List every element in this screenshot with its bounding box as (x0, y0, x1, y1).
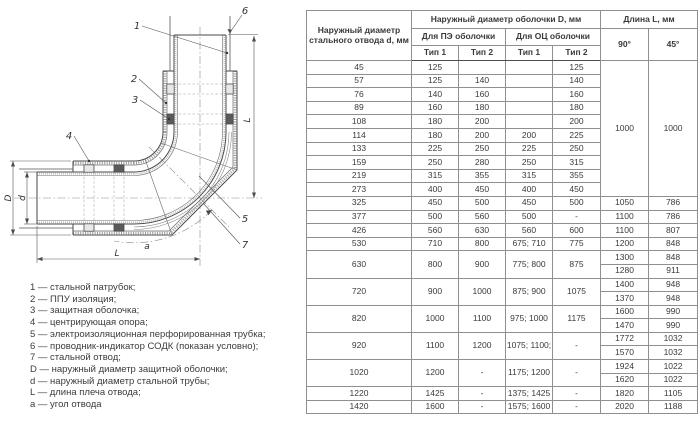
table-cell: 775 (553, 237, 601, 251)
table-cell: 159 (307, 156, 412, 170)
table-cell: 200 (553, 115, 601, 129)
callout-7: 7 (241, 240, 249, 251)
table-cell: 57 (307, 74, 412, 88)
table-row (307, 278, 698, 292)
callout-dots (88, 52, 228, 162)
legend (30, 282, 315, 411)
elbow-drawing-svg (0, 0, 306, 274)
table-cell: 180 (412, 115, 459, 129)
table-cell: 875; 900 (506, 278, 553, 305)
header-pe-casing: Для ПЭ оболочки (412, 29, 506, 46)
table-cell: 1200 (412, 360, 459, 387)
table-cell: 775; 800 (506, 251, 553, 278)
table-row (307, 237, 698, 251)
table-cell: 280 (459, 156, 506, 170)
header-pe-type2: Тип 2 (459, 46, 506, 61)
table-cell: 920 (307, 332, 412, 359)
table-cell: 975; 1000 (506, 305, 553, 332)
table-cell: 1600 (601, 305, 649, 319)
table-cell: 560 (412, 224, 459, 238)
table-cell: 1820 (601, 387, 649, 401)
table-cell: 1575; 1600 (506, 400, 553, 414)
table-cell: 315 (553, 156, 601, 170)
header-length-group: Длина L, мм (601, 11, 698, 29)
table-cell (506, 74, 553, 88)
table-row (307, 387, 698, 401)
table-cell: 500 (506, 210, 553, 224)
table-cell: 450 (412, 196, 459, 210)
table-cell: 400 (506, 183, 553, 197)
table-cell: 200 (459, 128, 506, 142)
table-cell: 530 (307, 237, 412, 251)
table-cell: 1600 (412, 400, 459, 414)
table-cell: 1050 (601, 196, 649, 210)
table-cell: 848 (649, 251, 698, 265)
table-cell: 400 (412, 183, 459, 197)
table-row (307, 332, 698, 346)
header-90deg: 90° (601, 29, 649, 61)
table-cell: 250 (553, 142, 601, 156)
table-cell: 500 (412, 210, 459, 224)
table-cell: 426 (307, 224, 412, 238)
table-cell: 900 (412, 278, 459, 305)
table-cell: 720 (307, 278, 412, 305)
table-cell: 800 (459, 237, 506, 251)
table-cell (506, 88, 553, 102)
elbow-drawing (0, 0, 306, 274)
table-cell: 820 (307, 305, 412, 332)
table-cell: 786 (649, 210, 698, 224)
table-cell: 1924 (601, 360, 649, 374)
table-cell: 675; 710 (506, 237, 553, 251)
table-cell: 848 (649, 237, 698, 251)
table-row (307, 196, 698, 210)
table-cell: 225 (412, 142, 459, 156)
table-cell: 2020 (601, 400, 649, 414)
table-cell: 125 (412, 61, 459, 75)
table-cell: 1022 (649, 373, 698, 387)
header-oc-type2: Тип 2 (553, 46, 601, 61)
table-cell: - (553, 400, 601, 414)
table-row (307, 210, 698, 224)
table-cell: 1200 (459, 332, 506, 359)
table-cell: 1000 (649, 61, 698, 197)
spec-table-wrap (306, 10, 697, 412)
table-cell: - (553, 332, 601, 359)
table-cell: 1375; 1425 (506, 387, 553, 401)
legend-item: d — наружный диаметр стальной трубы; (30, 375, 210, 387)
table-cell: 450 (459, 183, 506, 197)
table-cell: 180 (412, 128, 459, 142)
table-cell: - (459, 400, 506, 414)
callout-3: 3 (131, 95, 139, 106)
header-oc-casing: Для ОЦ оболочки (506, 29, 601, 46)
header-oc-type1: Тип 1 (506, 46, 553, 61)
table-cell: 1075; 1100; (506, 332, 553, 359)
table-row (307, 305, 698, 319)
callout-5: 5 (241, 214, 249, 225)
table-cell: 1022 (649, 360, 698, 374)
table-cell: 315 (506, 169, 553, 183)
table-cell: 1000 (459, 278, 506, 305)
table-cell: 200 (506, 128, 553, 142)
table-cell: 1020 (307, 360, 412, 387)
table-cell: 160 (459, 88, 506, 102)
table-cell: 180 (459, 101, 506, 115)
table-cell: - (459, 387, 506, 401)
table-cell: 108 (307, 115, 412, 129)
table-cell: 710 (412, 237, 459, 251)
table-cell: 948 (649, 278, 698, 292)
legend-item: 5 — электроизоляционная перфорированная трубка; (30, 328, 266, 340)
table-cell: 450 (553, 183, 601, 197)
dim-label-L-right: L (243, 117, 253, 123)
table-cell: 133 (307, 142, 412, 156)
table-cell: 948 (649, 292, 698, 306)
legend-item: 3 — защитная оболочка; (30, 305, 140, 317)
table-row (307, 61, 698, 75)
table-cell: 1300 (601, 251, 649, 265)
table-cell: - (459, 360, 506, 387)
table-cell: 1000 (601, 61, 649, 197)
table-row (307, 251, 698, 265)
table-cell: 200 (459, 115, 506, 129)
dim-label-angle: a (144, 242, 150, 252)
table-cell: 355 (459, 169, 506, 183)
dim-label-d: d (18, 195, 28, 201)
table-cell (506, 101, 553, 115)
table-cell: 500 (553, 196, 601, 210)
table-cell: 1175 (553, 305, 601, 332)
table-cell: 1470 (601, 319, 649, 333)
dimension-arrows (11, 29, 256, 261)
table-cell: 1175; 1200 (506, 360, 553, 387)
table-cell: 315 (412, 169, 459, 183)
legend-item: 1 — стальной патрубок; (30, 282, 136, 293)
table-cell: 180 (553, 101, 601, 115)
legend-item: 6 — проводник-индикатор СОДК (показан условно); (30, 340, 259, 352)
table-cell (506, 61, 553, 75)
table-cell: 1280 (601, 264, 649, 278)
table-cell: 875 (553, 251, 601, 278)
table-cell: 140 (553, 74, 601, 88)
table-cell: 807 (649, 224, 698, 238)
legend-item: a — угол отвода (30, 399, 102, 411)
table-cell: 140 (459, 74, 506, 88)
table-cell: 600 (553, 224, 601, 238)
callout-4: 4 (65, 131, 73, 142)
table-cell: 560 (506, 224, 553, 238)
table-cell: 1032 (649, 332, 698, 346)
callout-leaders (74, 15, 242, 244)
table-cell (459, 61, 506, 75)
table-cell: 800 (412, 251, 459, 278)
table-cell: 900 (459, 251, 506, 278)
spec-table-body (307, 61, 698, 414)
callout-2: 2 (130, 74, 138, 85)
table-cell: - (553, 360, 601, 387)
table-cell: 1570 (601, 346, 649, 360)
table-cell: 990 (649, 305, 698, 319)
table-cell: 450 (506, 196, 553, 210)
table-cell: 140 (412, 88, 459, 102)
callout-6: 6 (241, 6, 249, 17)
table-cell: 125 (412, 74, 459, 88)
table-cell: 911 (649, 264, 698, 278)
header-casing-diameter-group: Наружный диаметр оболочки D, мм (412, 11, 601, 29)
table-cell: 114 (307, 128, 412, 142)
header-45deg: 45° (649, 29, 698, 61)
table-cell: 225 (553, 128, 601, 142)
table-cell: 76 (307, 88, 412, 102)
table-cell: 45 (307, 61, 412, 75)
header-steel-diameter: Наружный диаметр стального отвода d, мм (307, 11, 412, 61)
table-cell: 250 (459, 142, 506, 156)
header-pe-type1: Тип 1 (412, 46, 459, 61)
table-cell: 1100 (459, 305, 506, 332)
table-cell: 630 (459, 224, 506, 238)
dim-label-D: D (4, 194, 14, 202)
table-cell: 786 (649, 196, 698, 210)
legend-item: L — длина плеча отвода; (30, 387, 141, 399)
table-cell: 1100 (412, 332, 459, 359)
table-cell: 250 (412, 156, 459, 170)
dim-label-L-bottom: L (114, 249, 120, 259)
legend-item: 7 — стальной отвод; (30, 352, 121, 364)
table-cell: 1772 (601, 332, 649, 346)
table-cell: 89 (307, 101, 412, 115)
legend-item: 2 — ППУ изоляция; (30, 293, 117, 305)
table-cell: 1100 (601, 224, 649, 238)
table-cell: 325 (307, 196, 412, 210)
table-row (307, 400, 698, 414)
table-row (307, 360, 698, 374)
table-cell: 630 (307, 251, 412, 278)
table-cell: 1188 (649, 400, 698, 414)
table-cell (506, 115, 553, 129)
table-cell: - (553, 387, 601, 401)
legend-item: 4 — центрирующая опора; (30, 317, 148, 329)
table-cell: - (553, 210, 601, 224)
table-cell: 1220 (307, 387, 412, 401)
table-cell: 125 (553, 61, 601, 75)
spec-table (306, 10, 698, 414)
table-cell: 560 (459, 210, 506, 224)
table-cell: 1075 (553, 278, 601, 305)
table-cell: 1370 (601, 292, 649, 306)
table-cell: 1620 (601, 373, 649, 387)
table-cell: 1400 (601, 278, 649, 292)
table-cell: 219 (307, 169, 412, 183)
table-cell: 377 (307, 210, 412, 224)
table-cell: 1105 (649, 387, 698, 401)
callout-1: 1 (133, 21, 141, 32)
table-cell: 990 (649, 319, 698, 333)
table-cell: 1032 (649, 346, 698, 360)
table-cell: 500 (459, 196, 506, 210)
table-cell: 1200 (601, 237, 649, 251)
table-cell: 1425 (412, 387, 459, 401)
table-row (307, 224, 698, 238)
table-cell: 160 (553, 88, 601, 102)
table-cell: 1100 (601, 210, 649, 224)
legend-item: D — наружный диаметр защитной оболочки; (30, 363, 228, 375)
table-cell: 355 (553, 169, 601, 183)
table-cell: 160 (412, 101, 459, 115)
table-cell: 273 (307, 183, 412, 197)
table-cell: 225 (506, 142, 553, 156)
table-cell: 1000 (412, 305, 459, 332)
table-cell: 1420 (307, 400, 412, 414)
table-cell: 250 (506, 156, 553, 170)
